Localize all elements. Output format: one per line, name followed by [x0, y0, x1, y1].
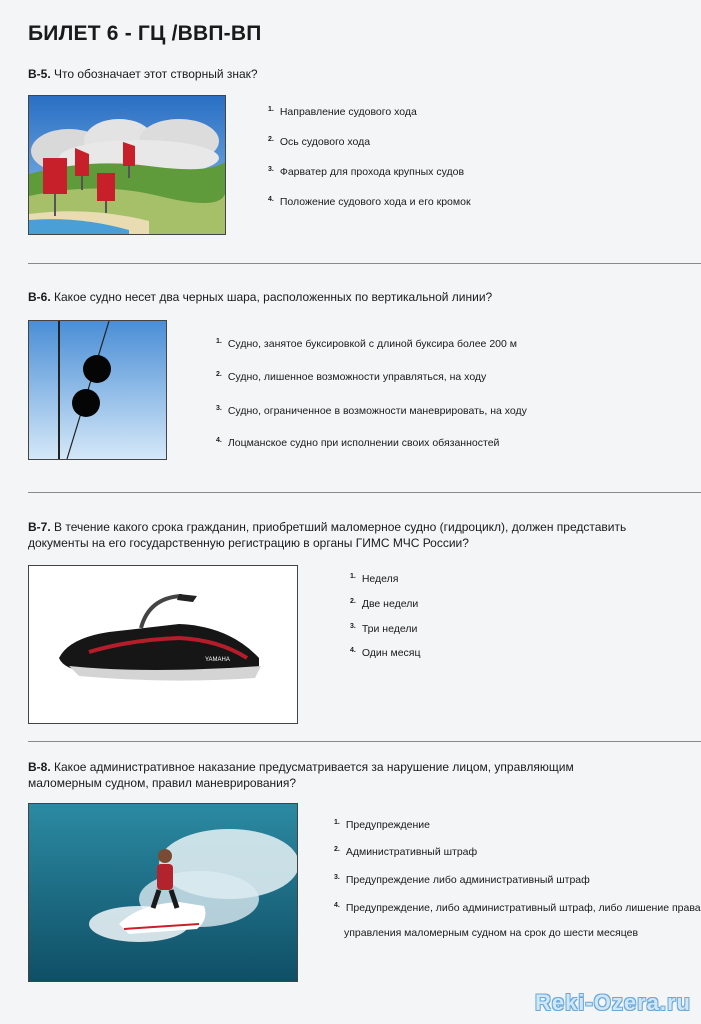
answer-b8-2[interactable]: $^{2.}$ Административный штраф — [334, 846, 478, 858]
answer-b8-4[interactable]: $^{4.}$ Предупреждение, либо административный штраф, либо лишение права — [334, 902, 701, 914]
question-b5 — [28, 66, 258, 82]
answer-b7-1[interactable]: $^{1.}$ Неделя — [350, 573, 399, 585]
question-text-line1: Какое административное наказание предусматривается за нарушение лицом, управляющим — [54, 760, 574, 774]
answer-b8-1[interactable]: $^{1.}$ Предупреждение — [334, 819, 430, 831]
question-number: B-6. — [28, 290, 51, 304]
brand-label: YAMAHA — [205, 657, 230, 663]
answer-b5-1[interactable]: $^{1.}$ Направление судового хода — [268, 106, 417, 118]
answer-b7-2[interactable]: $^{2.}$ Две недели — [350, 598, 419, 610]
question-number: B-5. — [28, 67, 51, 81]
question-text: Что обозначает этот створный знак? — [54, 67, 258, 81]
question-number: B-8. — [28, 760, 51, 774]
answer-b6-1[interactable]: $^{1.}$ Судно, занятое буксировкой с длиной буксира более 200 м — [216, 338, 517, 350]
answer-b5-4[interactable]: $^{4.}$ Положение судового хода и его кромок — [268, 196, 471, 208]
answer-b5-2[interactable]: $^{2.}$ Ось судового хода — [268, 136, 371, 148]
divider — [28, 492, 701, 493]
answer-b8-3[interactable]: $^{3.}$ Предупреждение либо административный штраф — [334, 874, 590, 886]
site-watermark[interactable]: Reki-Ozera.ru — [534, 990, 691, 1015]
question-b7 — [28, 519, 626, 551]
divider — [28, 741, 701, 742]
question-number: B-7. — [28, 520, 51, 534]
jet-ski-rider-image — [28, 803, 298, 982]
answer-b8-4-continued: управления маломерным судном на срок до шести месяцев — [344, 927, 639, 939]
question-text-line2: документы на его государственную регистрацию в органы ГИМС МЧС России? — [28, 536, 469, 550]
page-title: БИЛЕТ 6 - ГЦ /ВВП-ВП — [28, 22, 262, 45]
ball-upper — [83, 355, 111, 383]
answer-b7-4[interactable]: $^{4.}$ Один месяц — [350, 647, 421, 659]
answer-b5-3[interactable]: $^{3.}$ Фарватер для прохода крупных судов — [268, 166, 465, 178]
jet-ski-image — [28, 565, 298, 724]
question-b6 — [28, 289, 492, 305]
answer-b6-3[interactable]: $^{3.}$ Судно, ограниченное в возможности маневрировать, на ходу — [216, 405, 527, 417]
question-text: Какое судно несет два черных шара, расположенных по вертикальной линии? — [54, 290, 493, 304]
answer-b7-3[interactable]: $^{3.}$ Три недели — [350, 623, 418, 635]
answer-b6-4[interactable]: $^{4.}$ Лоцманское судно при исполнении своих обязанностей — [216, 437, 500, 449]
question-text-line1: В течение какого срока гражданин, приобретший маломерное судно (гидроцикл), должен представить — [54, 520, 627, 534]
question-b8 — [28, 759, 574, 791]
answer-b6-2[interactable]: $^{2.}$ Судно, лишенное возможности управляться, на ходу — [216, 371, 487, 383]
ball-lower — [72, 389, 100, 417]
black-balls-image — [28, 320, 167, 460]
question-text-line2: маломерным судном, правил маневрирования? — [28, 776, 296, 790]
divider — [28, 263, 701, 264]
range-sign-image — [28, 95, 226, 235]
